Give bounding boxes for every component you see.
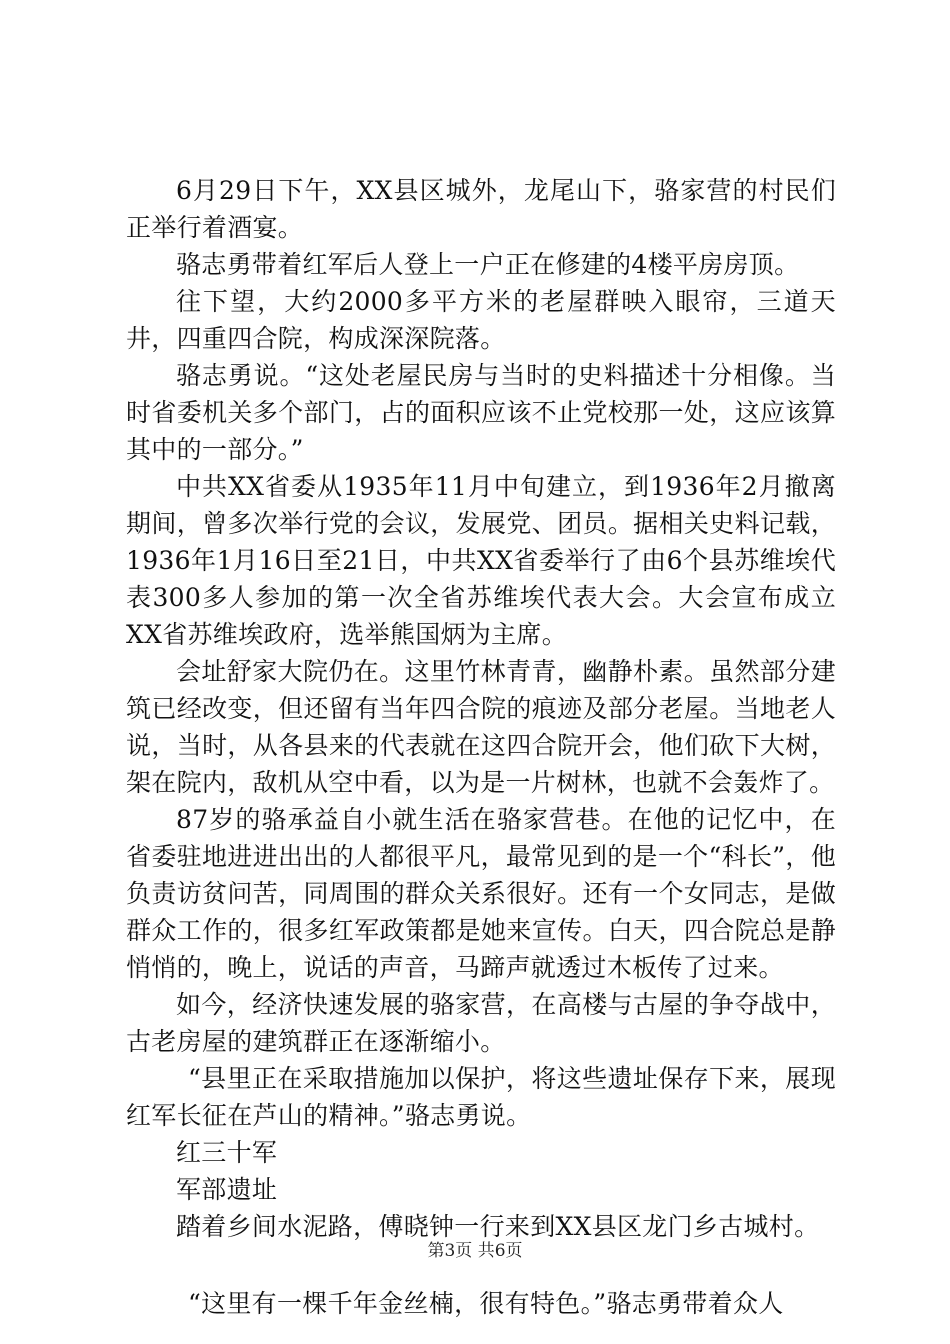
paragraph-10: 踏着乡间水泥路，傅晓钟一行来到XX县区龙门乡古城村。: [176, 1212, 820, 1241]
section-heading-line-1: 红三十军: [176, 1138, 278, 1167]
paragraph-5: 中共XX省委从1935年11月中旬建立，到1936年2月撤离期间，曾多次举行党的会议，发展党、团员。据相关史料记载，1936年1月16日至21日，中共XX省委举行了由6个县苏维埃代表300多人参加的第一次全省苏维埃代表大会。大会宣布成立XX省苏维埃政府，选举熊国炳为主席。: [126, 472, 836, 649]
paragraph-2: 骆志勇带着红军后人登上一户正在修建的4楼平房房顶。: [176, 250, 800, 279]
paragraph-3: 往下望，大约2000多平方米的老屋群映入眼帘，三道天井，四重四合院，构成深深院落。: [126, 287, 836, 353]
article-body: [126, 172, 836, 1322]
section-heading-line-2: 军部遗址: [176, 1175, 278, 1204]
paragraph-11: “这里有一棵千年金丝楠，很有特色。”骆志勇带着众人: [188, 1289, 784, 1318]
paragraph-7: 87岁的骆承益自小就生活在骆家营巷。在他的记忆中，在省委驻地进进出出的人都很平凡，最常见到的是一个“科长”，他负责访贫问苦，同周围的群众关系很好。还有一个女同志，是做群众工作的，很多红军政策都是她来宣传。白天，四合院总是静悄悄的，晚上，说话的声音，马蹄声就透过木板传了过来。: [126, 805, 836, 982]
paragraph-9: “县里正在采取措施加以保护，将这些遗址保存下来，展现红军长征在芦山的精神。”骆志勇说。: [126, 1064, 836, 1130]
paragraph-6: 会址舒家大院仍在。这里竹林青青，幽静朴素。虽然部分建筑已经改变，但还留有当年四合院的痕迹及部分老屋。当地老人说，当时，从各县来的代表就在这四合院开会，他们砍下大树，架在院内，敌机从空中看，以为是一片树林，也就不会轰炸了。: [126, 657, 836, 797]
paragraph-1: 6月29日下午，XX县区城外，龙尾山下，骆家营的村民们正举行着酒宴。: [126, 176, 836, 242]
page-footer: 第3页 共6页: [427, 1241, 523, 1261]
paragraph-4: 骆志勇说。“这处老屋民房与当时的史料描述十分相像。当时省委机关多个部门，占的面积应该不止党校那一处，这应该算其中的一部分。”: [126, 361, 836, 464]
paragraph-8: 如今，经济快速发展的骆家营，在高楼与古屋的争夺战中，古老房屋的建筑群正在逐渐缩小。: [126, 990, 836, 1056]
